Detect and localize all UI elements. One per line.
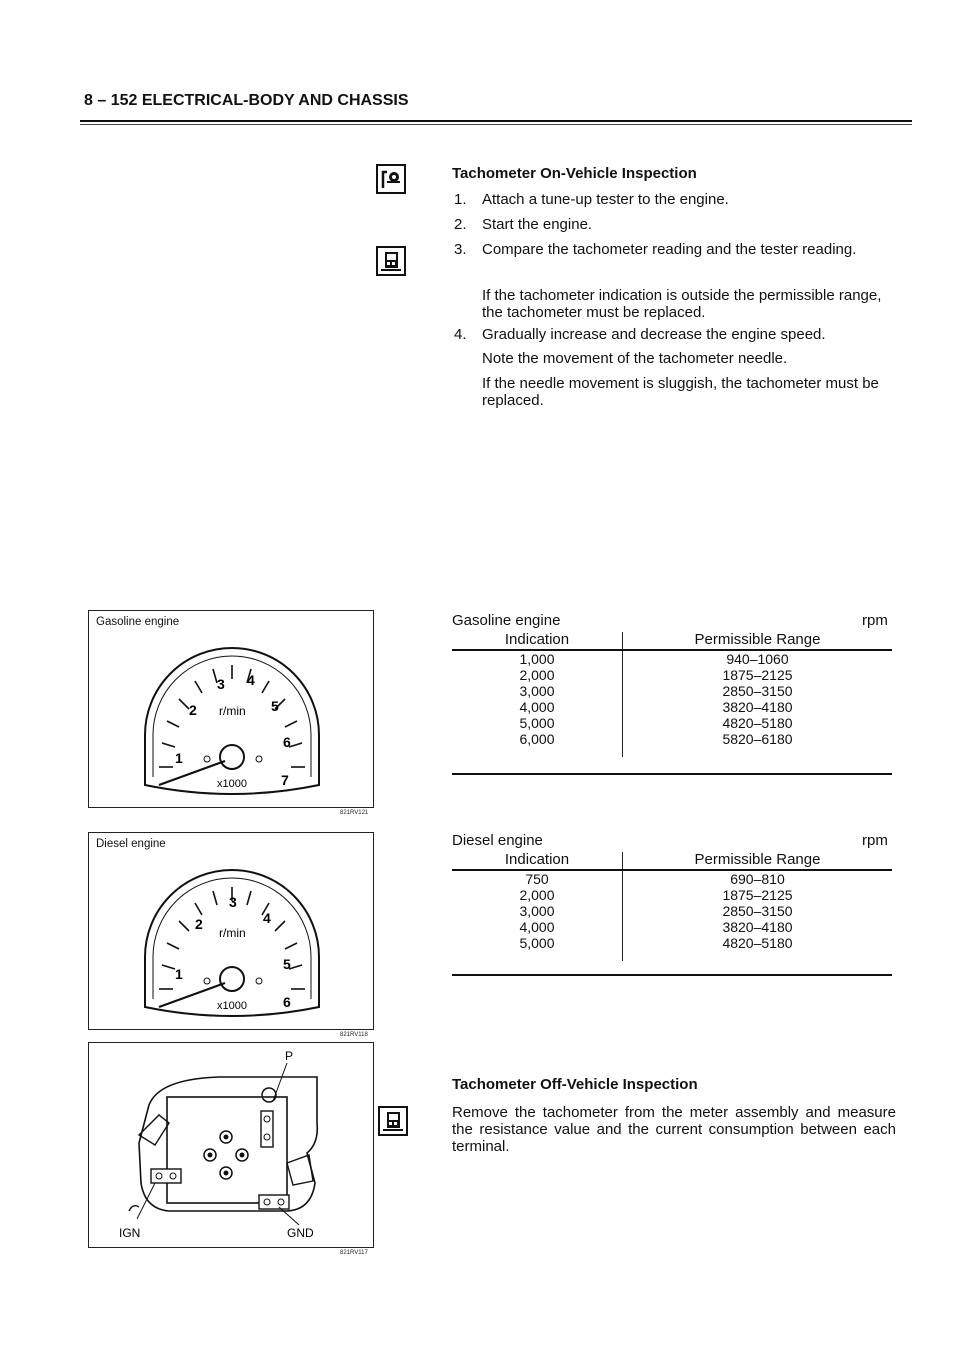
tachometer-dial <box>137 857 327 1025</box>
table-row <box>452 935 892 961</box>
on-vehicle-title: Tachometer On-Vehicle Inspection <box>452 165 697 182</box>
step-number: 1. <box>454 191 467 208</box>
terminal-ign-label: IGN <box>119 1226 141 1240</box>
gasoline-tachometer-figure <box>88 610 374 808</box>
diesel-spec-table <box>452 852 892 961</box>
note-permissible-range: If the tachometer indication is outside the permissible range, the tachometer must be replaced. <box>482 287 882 321</box>
dial-scale-label: x1000 <box>217 1000 247 1012</box>
tachometer-dial <box>137 635 327 803</box>
range-cell: 4820–5180 <box>722 715 793 731</box>
off-vehicle-title: Tachometer Off-Vehicle Inspection <box>452 1076 698 1093</box>
column-header: Indication <box>452 852 623 870</box>
terminal-p-label: P <box>285 1049 294 1063</box>
tick-label: 2 <box>189 702 197 718</box>
tick-label: 1 <box>175 750 183 766</box>
indication-cell: 5,000 <box>452 715 623 731</box>
column-header: Indication <box>452 632 623 650</box>
column-header: Permissible Range <box>623 852 893 870</box>
range-cell: 5820–6180 <box>722 731 793 747</box>
indication-cell: 2,000 <box>452 887 623 903</box>
terminal-gnd-label: GND <box>287 1226 314 1240</box>
indication-cell: 2,000 <box>452 667 623 683</box>
step-1 <box>454 191 904 209</box>
indication-cell: 4,000 <box>452 919 623 935</box>
step-number: 2. <box>454 216 467 233</box>
table-row <box>452 650 892 667</box>
indication-cell: 5,000 <box>452 935 623 961</box>
tick-label: 3 <box>217 676 225 692</box>
step-text: Gradually increase and decrease the engine speed. <box>482 326 826 343</box>
tachometer-terminals-figure <box>88 1042 374 1248</box>
range-cell: 4820–5180 <box>722 935 793 951</box>
table-bottom-rule <box>452 974 892 976</box>
header-rule-thin <box>80 124 912 125</box>
diesel-table-title: Diesel engine <box>452 832 543 849</box>
header-rule <box>80 120 912 122</box>
diesel-tachometer-figure <box>88 832 374 1030</box>
step-2 <box>454 216 904 234</box>
note-needle-movement: Note the movement of the tachometer needle. <box>482 350 788 367</box>
range-cell: 1875–2125 <box>722 667 793 683</box>
indication-cell: 6,000 <box>452 731 623 757</box>
table-bottom-rule <box>452 773 892 775</box>
range-cell: 3820–4180 <box>722 699 793 715</box>
range-cell: 690–810 <box>730 871 785 887</box>
range-cell: 2850–3150 <box>722 683 793 699</box>
terminal-diagram <box>89 1043 373 1247</box>
range-cell: 2850–3150 <box>722 903 793 919</box>
indication-cell: 3,000 <box>452 903 623 919</box>
tick-label: 1 <box>175 966 183 982</box>
table-row <box>452 667 892 683</box>
dial-unit-label: r/min <box>219 704 246 718</box>
step-3 <box>454 241 904 277</box>
table-row <box>452 870 892 887</box>
step-4 <box>454 326 904 344</box>
step-number: 4. <box>454 326 467 343</box>
table-row <box>452 903 892 919</box>
column-header: Permissible Range <box>623 632 893 650</box>
page-header: 8 – 152 ELECTRICAL-BODY AND CHASSIS <box>84 92 409 109</box>
indication-cell: 4,000 <box>452 699 623 715</box>
gasoline-table-title: Gasoline engine <box>452 612 561 629</box>
tick-label: 2 <box>195 916 203 932</box>
step-text: Start the engine. <box>482 216 593 233</box>
range-cell: 1875–2125 <box>722 887 793 903</box>
indication-cell: 3,000 <box>452 683 623 699</box>
table-row <box>452 919 892 935</box>
table-row <box>452 731 892 757</box>
dial-unit-label: r/min <box>219 926 246 940</box>
off-vehicle-text: Remove the tachometer from the meter assembly and measure the resistance value and the current consumption between each terminal. <box>452 1104 896 1155</box>
tick-label: 6 <box>283 994 291 1010</box>
tick-label: 7 <box>281 772 289 788</box>
figure-code: 821RV118 <box>340 1032 368 1038</box>
table-row <box>452 887 892 903</box>
figure-code: 821RV121 <box>340 810 369 816</box>
electrical-meter-icon <box>378 1106 408 1136</box>
step-text: Attach a tune-up tester to the engine. <box>482 191 729 208</box>
figure-code: 821RV117 <box>340 1250 368 1256</box>
inspection-tool-icon <box>376 164 406 194</box>
table-row <box>452 683 892 699</box>
dial-scale-label: x1000 <box>217 778 247 790</box>
electrical-meter-icon <box>376 246 406 276</box>
figure-label: Diesel engine <box>96 838 166 850</box>
tick-label: 3 <box>229 894 237 910</box>
gasoline-spec-table <box>452 632 892 757</box>
step-number: 3. <box>454 241 467 258</box>
gasoline-table-unit: rpm <box>862 612 888 629</box>
tick-label: 4 <box>247 672 255 688</box>
indication-cell: 750 <box>452 870 623 887</box>
tick-label: 5 <box>283 956 291 972</box>
diesel-table-unit: rpm <box>862 832 888 849</box>
indication-cell: 1,000 <box>452 650 623 667</box>
tick-label: 4 <box>263 910 271 926</box>
range-cell: 3820–4180 <box>722 919 793 935</box>
step-text: Compare the tachometer reading and the tester reading. <box>482 241 857 258</box>
table-row <box>452 699 892 715</box>
table-row <box>452 715 892 731</box>
range-cell: 940–1060 <box>726 651 789 667</box>
tick-label: 5 <box>271 698 279 714</box>
note-sluggish: If the needle movement is sluggish, the tachometer must be replaced. <box>482 375 879 409</box>
tick-label: 6 <box>283 734 291 750</box>
figure-label: Gasoline engine <box>96 616 180 628</box>
